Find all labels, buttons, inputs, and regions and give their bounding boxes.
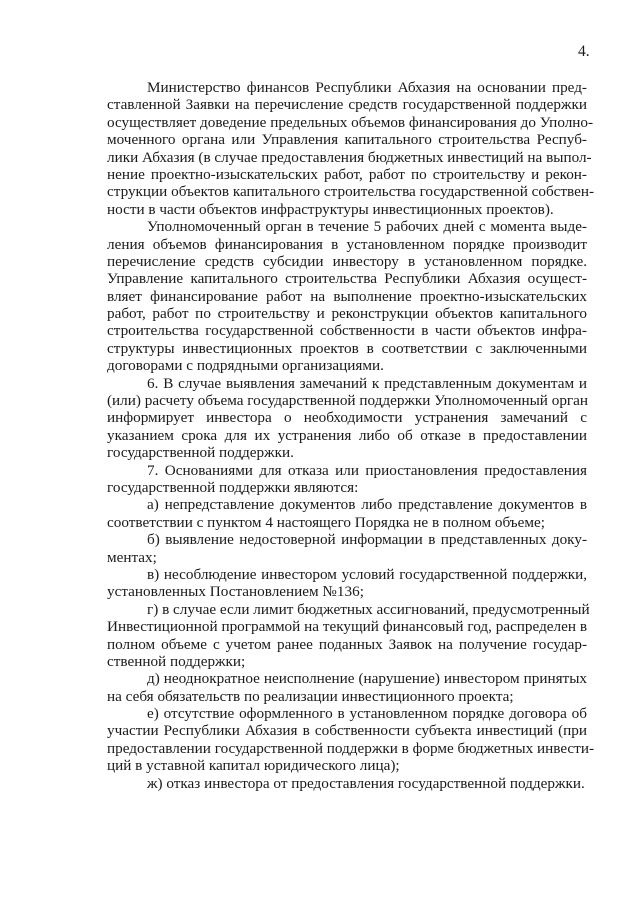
text-line: Уполномоченный орган в течение 5 рабочих дней с момента выде- (147, 218, 587, 236)
text-line: на себя обязательств по реализации инвестиционного проекта; (107, 687, 514, 705)
paragraph (107, 79, 595, 218)
text-line: г) в случае если лимит бюджетных ассигнований, предусмотренный (147, 600, 590, 618)
text-line: в) несоблюдение инвестором условий государственной поддержки, (147, 565, 587, 583)
text-line: договорами с подрядными организациями. (107, 357, 384, 375)
text-line: 6. В случае выявления замечаний к представленным документам и (147, 374, 587, 392)
text-line: Инвестиционной программой на текущий финансовый год, распределен в (107, 618, 587, 636)
paragraph (107, 566, 587, 601)
paragraph (107, 531, 587, 566)
text-line: ственной поддержки; (107, 652, 246, 670)
paragraph (107, 375, 587, 462)
text-line: вляет финансирование работ на выполнение проектно-изыскательских (107, 287, 587, 305)
page-number: 4. (578, 43, 590, 60)
text-line: 7. Основаниями для отказа или приостановления предоставления (147, 461, 587, 479)
text-line: работ, работ по строительству и реконструкции объектов капитального (107, 305, 587, 323)
text-line: участии Республики Абхазия в собственности субъекта инвестиций (при (107, 722, 587, 740)
text-line: Министерство финансов Республики Абхазия на основании пред- (147, 79, 587, 96)
text-line: ставленной Заявки на перечисление средств государственной поддержки (107, 96, 587, 114)
text-line: перечисление средств субсидии инвестору в установленном порядке. (107, 252, 587, 270)
text-line: соответствии с пунктом 4 настоящего Порядка не в полном объеме; (107, 513, 545, 531)
document-body (107, 79, 595, 792)
text-line: ментах; (107, 548, 157, 566)
text-line: д) неоднократное неисполнение (нарушение) инвестором принятых (147, 670, 587, 688)
paragraph (107, 496, 587, 531)
paragraph (107, 462, 587, 497)
text-line: предоставлении государственной поддержки в форме бюджетных инвести- (107, 739, 594, 757)
text-line: (или) расчету объема государственной поддержки Уполномоченный орган (107, 392, 589, 410)
text-line: ления объемов финансирования в установленном порядке производит (107, 235, 587, 253)
text-line: нение проектно-изыскательских работ, работ по строительству и рекон- (107, 165, 587, 183)
paragraph (107, 670, 587, 705)
text-line: а) непредставление документов либо представление документов в (147, 496, 587, 514)
text-line: государственной поддержки. (107, 444, 294, 462)
text-line: ций в уставной капитал юридического лица); (107, 757, 400, 775)
text-line: Управление капитального строительства Республики Абхазия осущест- (107, 270, 587, 288)
text-line: структуры инвестиционных проектов в соответствии с заключенными (107, 339, 587, 357)
text-line: б) выявление недостоверной информации в представленных доку- (147, 531, 587, 549)
paragraph (107, 600, 590, 671)
text-line: ности в части объектов инфраструктуры инвестиционных проектов). (107, 200, 554, 218)
text-line: строительства государственной собственности в части объектов инфра- (107, 322, 587, 340)
paragraph (107, 775, 587, 792)
text-line: информирует инвестора о необходимости устранения замечаний с (107, 409, 587, 427)
text-line: моченного органа или Управления капитального строительства Респуб- (107, 131, 587, 149)
text-line: лики Абхазия (в случае предоставления бюджетных инвестиций на выпол- (107, 148, 592, 166)
text-line: государственной поддержки являются: (107, 478, 359, 496)
text-line: установленных Постановлением №136; (107, 583, 364, 601)
text-line: полном объеме с учетом ранее поданных Заявок на получение государ- (107, 635, 587, 653)
text-line: указанием срока для их устранения либо об отказе в предоставлении (107, 426, 587, 444)
text-line: струкции объектов капитального строительства государственной собствен- (107, 183, 595, 201)
text-line: осуществляет доведение предельных объемов финансирования до Уполно- (107, 113, 594, 131)
text-line: е) отсутствие оформленного в установленном порядке договора об (147, 705, 587, 723)
paragraph (107, 705, 594, 775)
text-line: ж) отказ инвестора от предоставления государственной поддержки. (147, 774, 585, 792)
paragraph (107, 218, 587, 375)
